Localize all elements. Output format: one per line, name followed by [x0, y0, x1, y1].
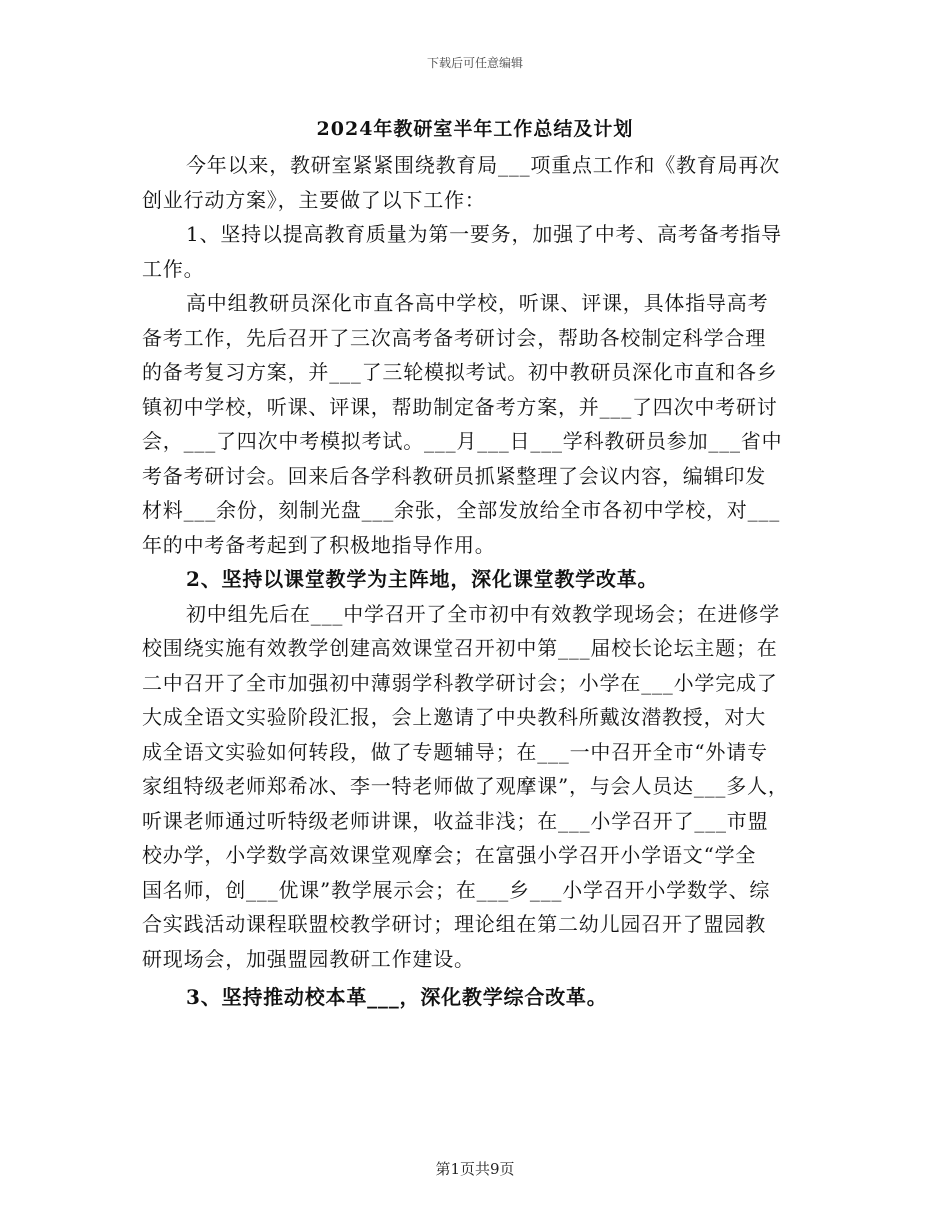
- paragraph-line: 高中组教研员深化市直各高中学校，听课、评课，具体指导高考: [186, 291, 769, 315]
- paragraph-line: 考备考研讨会。回来后各学科教研员抓紧整理了会议内容，编辑印发: [142, 463, 766, 488]
- paragraph-line: 备考工作，先后召开了三次高考备考研讨会，帮助各校制定科学合理: [142, 325, 766, 350]
- paragraph-line: 国名师，创___优课”教学展示会；在___乡___小学召开小学数学、综: [142, 877, 771, 902]
- paragraph-line: 二中召开了全市加强初中薄弱学科教学研讨会；小学在___小学完成了: [142, 670, 778, 695]
- paragraph-line: 初中组先后在___中学召开了全市初中有效教学现场会；在进修学: [186, 601, 780, 626]
- paragraph-line: 年的中考备考起到了积极地指导作用。: [142, 532, 496, 557]
- paragraph-line: 家组特级老师郑希冰、李一特老师做了观摩课”，与会人员达___多人，: [142, 774, 789, 798]
- paragraph-line: 会，___了四次中考模拟考试。___月___日___学科教研员参加___省中: [142, 429, 783, 453]
- page-header: 下载后可任意编辑: [426, 56, 523, 70]
- paragraph-line: 的备考复习方案，并___了三轮模拟考试。初中教研员深化市直和各乡: [142, 360, 778, 384]
- section-line: 工作。: [142, 256, 205, 281]
- paragraph-line: 材料___余份，刻制光盘___余张，全部发放给全市各初中学校，对___: [142, 498, 780, 522]
- paragraph-line: 听课老师通过听特级老师讲课，收益非浅；在___小学召开了___市盟: [142, 808, 769, 833]
- paragraph-line: 今年以来，教研室紧紧围绕教育局___项重点工作和《教育局再次: [186, 153, 780, 177]
- paragraph-line: 合实践活动课程联盟校教学研讨；理论组在第二幼儿园召开了盟园教: [142, 912, 766, 936]
- paragraph-line: 创业行动方案》，主要做了以下工作：: [142, 187, 486, 212]
- document-body: [142, 148, 812, 1015]
- document-title: 2024年教研室半年工作总结及计划: [316, 118, 634, 140]
- section-heading: 2、坚持以课堂教学为主阵地，深化课堂教学改革。: [186, 567, 659, 591]
- section-line: 1、坚持以提高教育质量为第一要务，加强了中考、高考备考指导: [186, 222, 782, 246]
- paragraph-line: 校办学，小学数学高效课堂观摩会；在富强小学召开小学语文“学全: [142, 843, 757, 867]
- paragraph-line: 校围绕实施有效教学创建高效课堂召开初中第___届校长论坛主题；在: [142, 636, 778, 660]
- paragraph-line: 大成全语文实验阶段汇报，会上邀请了中央教科所戴汝潜教授，对大: [142, 705, 766, 729]
- section-heading: 3、坚持推动校本革___，深化教学综合改革。: [186, 985, 608, 1009]
- paragraph-line: 研现场会，加强盟园教研工作建设。: [142, 946, 475, 971]
- paragraph-line: 镇初中学校，听课、评课，帮助制定备考方案，并___了四次中考研讨: [142, 394, 778, 419]
- page-footer: 第1页共9页: [435, 1160, 515, 1178]
- paragraph-line: 成全语文实验如何转段，做了专题辅导；在___一中召开全市“外请专: [142, 739, 768, 764]
